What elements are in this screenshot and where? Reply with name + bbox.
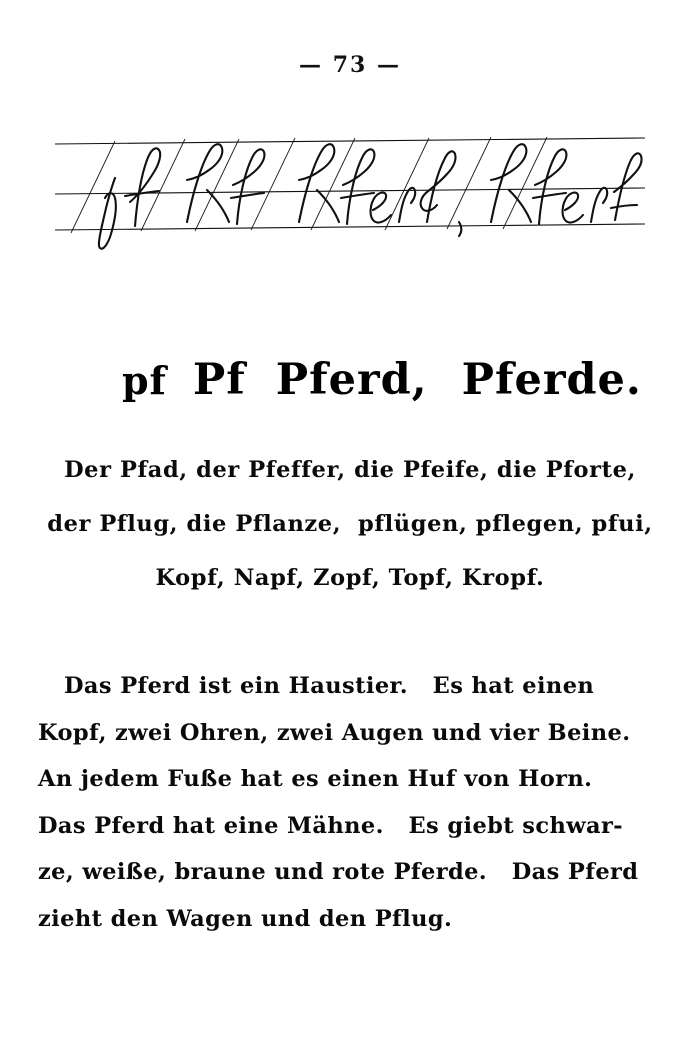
passage-line: Kopf, zwei Ohren, zwei Augen und vier Beine. xyxy=(38,719,631,746)
handwriting-specimen-svg xyxy=(55,130,645,250)
reading-passage xyxy=(38,663,662,942)
word-list-line: Kopf, Napf, Zopf, Topf, Kropf. xyxy=(155,565,545,591)
passage-line: Das Pferd hat eine Mähne. Es giebt schwar- xyxy=(38,812,623,839)
headline-part-pferde: Pferde. xyxy=(461,355,642,405)
headline-part-pferd: Pferd, xyxy=(275,355,428,405)
passage-line: zieht den Wagen und den Pflug. xyxy=(38,905,453,932)
word-list-line: der Pflug, die Pflanze, pflügen, pflegen, pfui, xyxy=(47,511,653,537)
handwriting-specimen xyxy=(55,130,645,250)
word-list xyxy=(0,443,700,605)
headline-part-pf-lowercase: pf xyxy=(121,358,167,403)
passage-line: ze, weiße, braune und rote Pferde. Das Pferd xyxy=(38,859,639,885)
word-list-line: Der Pfad, der Pfeffer, die Pfeife, die Pforte, xyxy=(64,457,636,483)
headline-part-pf-uppercase: Pf xyxy=(192,355,246,405)
passage-line: An jedem Fuße hat es einen Huf von Horn. xyxy=(38,766,593,792)
passage-line: Das Pferd ist ein Haustier. Es hat einen xyxy=(64,673,595,699)
page-number: — 73 — xyxy=(299,52,401,78)
page-title xyxy=(0,305,700,455)
